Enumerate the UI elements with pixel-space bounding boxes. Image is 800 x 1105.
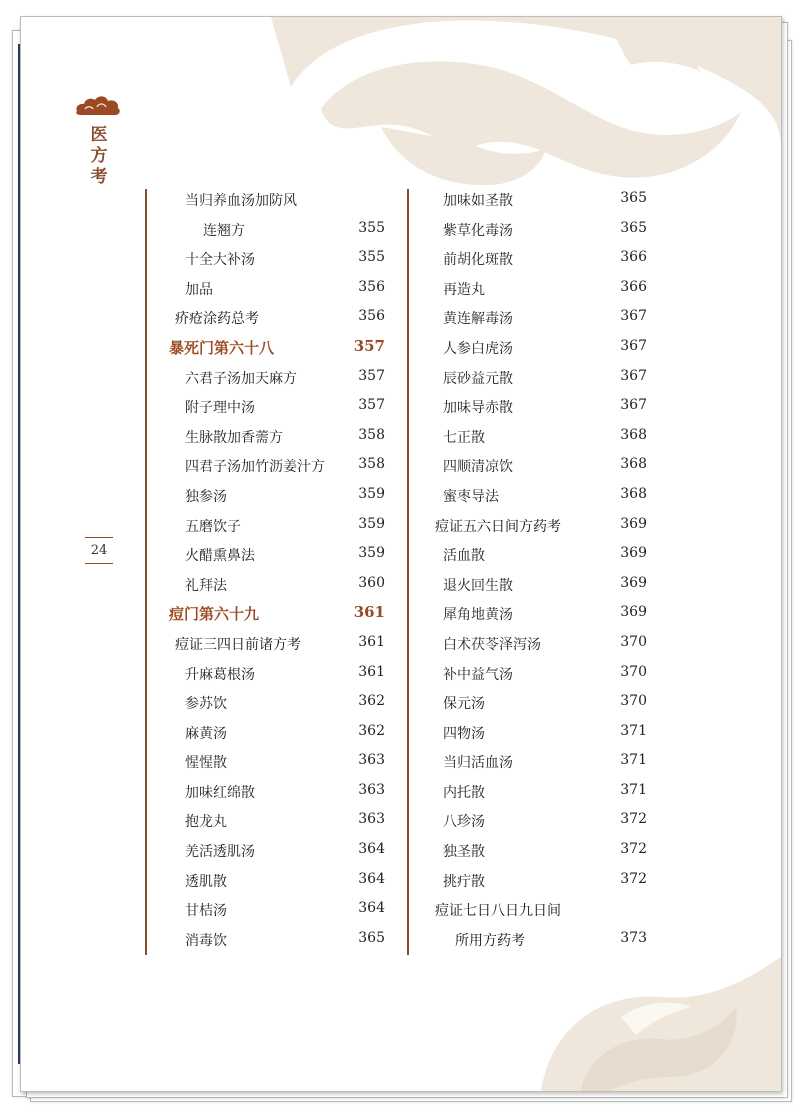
toc-right-column bbox=[433, 185, 647, 954]
toc-entry-page: 367 bbox=[620, 308, 647, 325]
toc-entry[interactable] bbox=[433, 215, 647, 245]
toc-entry-title: 痘证七日八日九日间 bbox=[435, 903, 561, 920]
left-column-rule bbox=[145, 189, 147, 955]
toc-entry-title: 惺惺散 bbox=[185, 755, 227, 772]
toc-entry-page: 371 bbox=[620, 781, 647, 798]
toc-entry-title: 四君子汤加竹沥姜汁方 bbox=[185, 459, 325, 476]
toc-entry-title: 内托散 bbox=[443, 784, 485, 801]
toc-entry-title: 连翘方 bbox=[203, 222, 245, 239]
toc-entry-page: 373 bbox=[620, 929, 647, 946]
toc-entry[interactable] bbox=[169, 392, 385, 422]
page-number-text: 24 bbox=[90, 543, 108, 558]
toc-entry[interactable] bbox=[169, 866, 385, 896]
toc-entry[interactable] bbox=[433, 511, 647, 541]
toc-entry-title: 生脉散加香薷方 bbox=[185, 429, 283, 446]
auspicious-cloud-icon bbox=[73, 93, 123, 119]
toc-entry-page: 364 bbox=[358, 900, 385, 917]
toc-entry-title: 加味导赤散 bbox=[443, 400, 513, 417]
toc-entry-title: 补中益气汤 bbox=[443, 666, 513, 683]
toc-entry-title: 加品 bbox=[185, 281, 213, 298]
toc-entry[interactable] bbox=[433, 392, 647, 422]
page-number bbox=[85, 537, 113, 561]
toc-entry-page: 365 bbox=[358, 929, 385, 946]
book-page bbox=[20, 16, 782, 1092]
toc-entry-page: 369 bbox=[620, 545, 647, 562]
toc-entry-page: 367 bbox=[620, 367, 647, 384]
toc-entry-page: 372 bbox=[620, 811, 647, 828]
toc-entry-title: 五磨饮子 bbox=[185, 518, 241, 535]
toc-entry-page: 366 bbox=[620, 278, 647, 295]
toc-entry-page: 368 bbox=[620, 426, 647, 443]
toc-entry[interactable] bbox=[169, 540, 385, 570]
toc-entry-title: 所用方药考 bbox=[455, 932, 525, 949]
toc-entry-title: 参苏饮 bbox=[185, 696, 227, 713]
toc-entry[interactable] bbox=[433, 777, 647, 807]
toc-entry-title: 当归活血汤 bbox=[443, 755, 513, 772]
toc-entry[interactable] bbox=[433, 836, 647, 866]
toc-entry-title: 四物汤 bbox=[443, 725, 485, 742]
toc-entry[interactable] bbox=[433, 866, 647, 896]
toc-entry[interactable] bbox=[433, 895, 647, 925]
toc-entry[interactable] bbox=[169, 599, 385, 629]
toc-entry-page: 371 bbox=[620, 722, 647, 739]
toc-entry[interactable] bbox=[433, 244, 647, 274]
toc-entry[interactable] bbox=[433, 451, 647, 481]
toc-entry-title: 抱龙丸 bbox=[185, 814, 227, 831]
toc-entry-title: 麻黄汤 bbox=[185, 725, 227, 742]
toc-entry-page: 368 bbox=[620, 485, 647, 502]
toc-entry-page: 367 bbox=[620, 337, 647, 354]
toc-entry-page: 369 bbox=[620, 574, 647, 591]
toc-entry-page: 355 bbox=[358, 249, 385, 266]
toc-entry-title: 犀角地黄汤 bbox=[443, 607, 513, 624]
toc-entry-title: 前胡化斑散 bbox=[443, 252, 513, 269]
toc-entry-title: 人参白虎汤 bbox=[443, 340, 513, 357]
toc-entry[interactable] bbox=[433, 422, 647, 452]
toc-entry-title: 加味红绵散 bbox=[185, 784, 255, 801]
toc-entry-title: 透肌散 bbox=[185, 873, 227, 890]
toc-entry[interactable] bbox=[169, 718, 385, 748]
toc-entry[interactable] bbox=[433, 363, 647, 393]
toc-entry-page: 356 bbox=[358, 308, 385, 325]
toc-entry-page: 360 bbox=[358, 574, 385, 591]
toc-entry-page: 357 bbox=[353, 336, 385, 355]
toc-entry-title: 礼拜法 bbox=[185, 577, 227, 594]
toc-entry-title: 保元汤 bbox=[443, 696, 485, 713]
toc-entry-page: 361 bbox=[358, 663, 385, 680]
toc-entry[interactable] bbox=[433, 599, 647, 629]
toc-entry-page: 357 bbox=[358, 397, 385, 414]
toc-entry-page: 366 bbox=[620, 249, 647, 266]
toc-entry-title: 再造丸 bbox=[443, 281, 485, 298]
toc-entry-title: 挑疔散 bbox=[443, 873, 485, 890]
toc-entry[interactable] bbox=[169, 511, 385, 541]
toc-entry-page: 370 bbox=[620, 693, 647, 710]
toc-entry-page: 361 bbox=[353, 603, 385, 622]
toc-entry[interactable] bbox=[169, 806, 385, 836]
toc-entry-title: 暴死门第六十八 bbox=[169, 338, 275, 357]
toc-entry[interactable] bbox=[169, 747, 385, 777]
toc-entry-page: 370 bbox=[620, 663, 647, 680]
toc-entry-page: 371 bbox=[620, 752, 647, 769]
page-number-rule-top bbox=[85, 537, 113, 538]
toc-entry-title: 白术茯苓泽泻汤 bbox=[443, 636, 541, 653]
toc-entry[interactable] bbox=[169, 895, 385, 925]
toc-entry-page: 356 bbox=[358, 278, 385, 295]
toc-entry[interactable] bbox=[169, 836, 385, 866]
toc-entry[interactable] bbox=[169, 303, 385, 333]
toc-entry-title: 痘证三四日前诸方考 bbox=[175, 636, 301, 653]
page-number-rule-bottom bbox=[85, 563, 113, 564]
toc-entry[interactable] bbox=[433, 333, 647, 363]
toc-entry[interactable] bbox=[433, 747, 647, 777]
toc-entry[interactable] bbox=[169, 688, 385, 718]
toc-entry-title: 痘证五六日间方药考 bbox=[435, 518, 561, 535]
toc-entry[interactable] bbox=[433, 925, 647, 955]
toc-entry[interactable] bbox=[169, 925, 385, 955]
toc-entry-page: 364 bbox=[358, 841, 385, 858]
toc-entry-title: 独参汤 bbox=[185, 488, 227, 505]
toc-entry-page: 372 bbox=[620, 870, 647, 887]
cloud-decoration bbox=[21, 17, 781, 1091]
toc-entry-page: 363 bbox=[358, 811, 385, 828]
toc-entry-page: 369 bbox=[620, 604, 647, 621]
toc-entry[interactable] bbox=[169, 451, 385, 481]
toc-entry[interactable] bbox=[169, 777, 385, 807]
toc-entry[interactable] bbox=[433, 303, 647, 333]
toc-entry-title: 升麻葛根汤 bbox=[185, 666, 255, 683]
toc-entry[interactable] bbox=[433, 274, 647, 304]
toc-entry-page: 359 bbox=[358, 485, 385, 502]
toc-entry[interactable] bbox=[169, 185, 385, 215]
toc-entry-page: 362 bbox=[358, 693, 385, 710]
toc-left-column bbox=[169, 185, 385, 954]
toc-entry-page: 363 bbox=[358, 752, 385, 769]
toc-entry[interactable] bbox=[169, 274, 385, 304]
toc-entry[interactable] bbox=[169, 659, 385, 689]
toc-entry-title: 消毒饮 bbox=[185, 932, 227, 949]
book-title-vertical bbox=[90, 125, 110, 188]
toc-entry-title: 甘桔汤 bbox=[185, 903, 227, 920]
toc-entry-page: 357 bbox=[358, 367, 385, 384]
toc-entry-page: 358 bbox=[358, 456, 385, 473]
toc-entry-page: 369 bbox=[620, 515, 647, 532]
toc-entry-title: 十全大补汤 bbox=[185, 252, 255, 269]
toc-entry-title: 黄连解毒汤 bbox=[443, 311, 513, 328]
toc-entry[interactable] bbox=[433, 629, 647, 659]
toc-entry-title: 加味如圣散 bbox=[443, 193, 513, 209]
toc-entry[interactable] bbox=[433, 570, 647, 600]
toc-entry-title: 辰砂益元散 bbox=[443, 370, 513, 387]
toc-entry-page: 359 bbox=[358, 545, 385, 562]
toc-entry-page: 365 bbox=[620, 219, 647, 236]
toc-entry-title: 痘门第六十九 bbox=[169, 605, 260, 624]
toc-entry[interactable] bbox=[169, 363, 385, 393]
toc-entry-title: 八珍汤 bbox=[443, 814, 485, 831]
toc-entry-title: 独圣散 bbox=[443, 844, 485, 861]
toc-entry-title: 羌活透肌汤 bbox=[185, 844, 255, 861]
toc-entry-title: 疥疮涂药总考 bbox=[175, 311, 259, 328]
toc-entry-title: 退火回生散 bbox=[443, 577, 513, 594]
toc-entry-title: 火醋熏鼻法 bbox=[185, 548, 255, 565]
toc-entry-page: 359 bbox=[358, 515, 385, 532]
toc-entry-title: 蜜枣导法 bbox=[443, 488, 499, 505]
toc-entry[interactable] bbox=[169, 333, 385, 363]
right-column-rule bbox=[407, 189, 409, 955]
toc-entry-page: 368 bbox=[620, 456, 647, 473]
toc-entry[interactable] bbox=[169, 629, 385, 659]
toc-entry-title: 六君子汤加天麻方 bbox=[185, 370, 297, 387]
toc-entry-title: 当归养血汤加防风 bbox=[185, 193, 297, 209]
toc-entry-title: 附子理中汤 bbox=[185, 400, 255, 417]
toc-entry[interactable] bbox=[169, 244, 385, 274]
toc-entry-page: 362 bbox=[358, 722, 385, 739]
toc-entry[interactable] bbox=[433, 718, 647, 748]
toc-entry[interactable] bbox=[433, 688, 647, 718]
toc-entry-title: 紫草化毒汤 bbox=[443, 222, 513, 239]
toc-entry-title: 七正散 bbox=[443, 429, 485, 446]
toc-entry-title: 活血散 bbox=[443, 548, 485, 565]
toc-entry[interactable] bbox=[433, 481, 647, 511]
toc-entry-page: 355 bbox=[358, 219, 385, 236]
toc-entry[interactable] bbox=[169, 570, 385, 600]
toc-entry-page: 370 bbox=[620, 633, 647, 650]
toc-entry[interactable] bbox=[169, 215, 385, 245]
toc-entry[interactable] bbox=[433, 659, 647, 689]
toc-entry[interactable] bbox=[433, 185, 647, 215]
toc-entry[interactable] bbox=[169, 422, 385, 452]
toc-entry[interactable] bbox=[433, 540, 647, 570]
toc-entry-page: 367 bbox=[620, 397, 647, 414]
toc-entry-page: 364 bbox=[358, 870, 385, 887]
book-title-text: 医方考 bbox=[90, 125, 108, 187]
toc-entry-page: 372 bbox=[620, 841, 647, 858]
toc-entry[interactable] bbox=[169, 481, 385, 511]
toc-entry-page: 358 bbox=[358, 426, 385, 443]
toc-entry[interactable] bbox=[433, 806, 647, 836]
toc-entry-page: 363 bbox=[358, 781, 385, 798]
toc-entry-title: 四顺清凉饮 bbox=[443, 459, 513, 476]
toc-entry-page: 365 bbox=[620, 190, 647, 206]
toc-entry-page: 361 bbox=[358, 633, 385, 650]
